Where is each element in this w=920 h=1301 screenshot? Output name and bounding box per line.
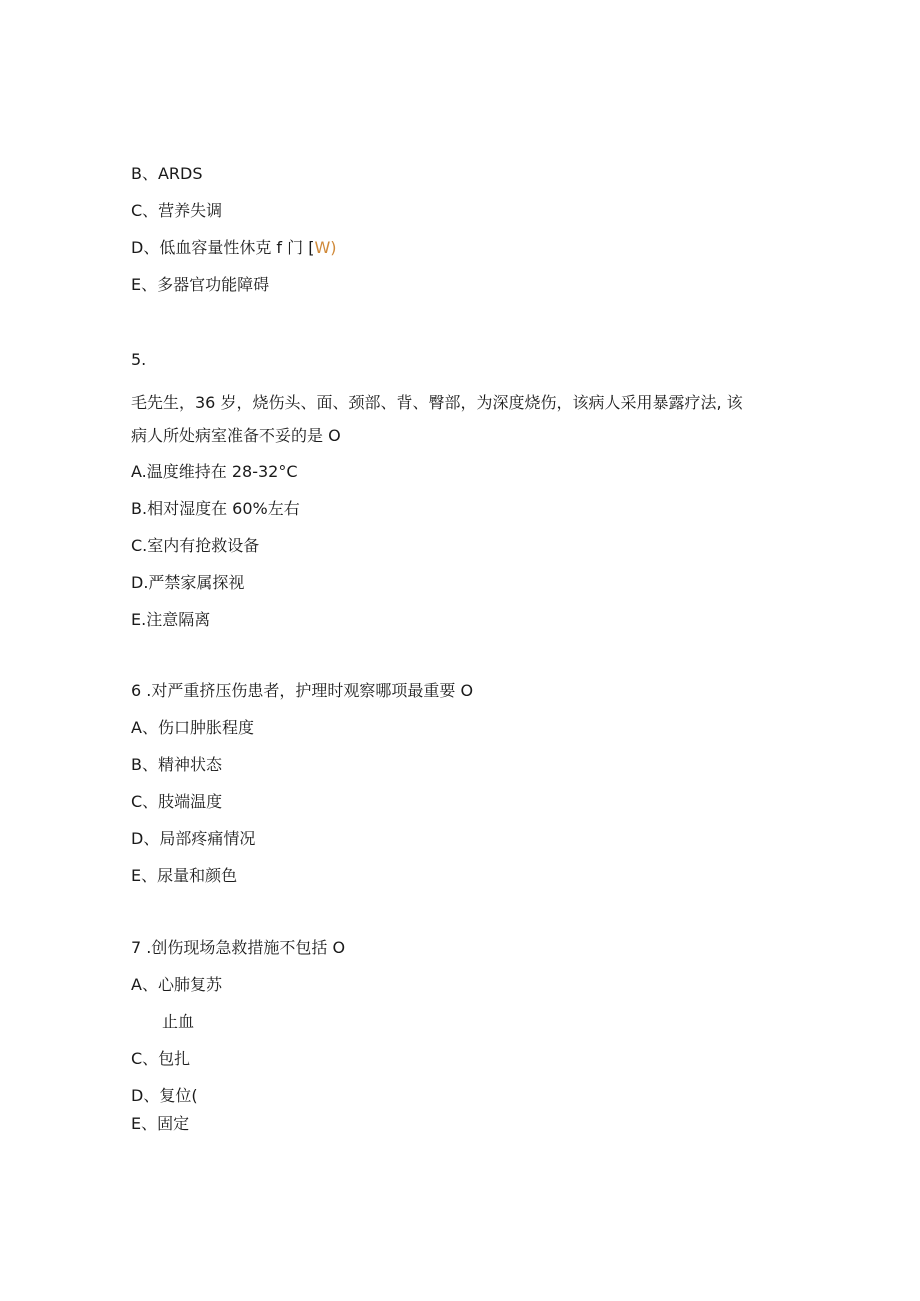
q5-option-b: B.相对湿度在 60%左右 [131, 499, 300, 518]
q5-stem-line2: 病人所处病室准备不妥的是 O [131, 426, 341, 445]
q4-option-e: E、多器官功能障碍 [131, 275, 270, 294]
q6-option-b: B、精神状态 [131, 755, 222, 774]
q7-option-e: E、固定 [131, 1114, 190, 1133]
q6-option-e: E、尿量和颜色 [131, 866, 238, 885]
q4-option-c: C、营养失调 [131, 201, 223, 220]
q5-number: 5. [131, 350, 147, 369]
q7-stem: 7 .创伤现场急救措施不包括 O [131, 938, 346, 957]
q4-option-b: B、ARDS [131, 164, 203, 183]
q6-option-d: D、局部疼痛情况 [131, 829, 256, 848]
q5-stem-line1: 毛先生，36 岁，烧伤头、面、颈部、背、臀部，为深度烧伤，该病人采用暴露疗法, 该 [131, 393, 743, 412]
q7-option-a: A、心肺复苏 [131, 975, 222, 994]
q5-option-c: C.室内有抢救设备 [131, 536, 260, 555]
q5-option-e: E.注意隔离 [131, 610, 211, 629]
q4-option-d [131, 238, 337, 258]
q4-option-d-mark: W) [314, 238, 337, 257]
q5-option-a: A.温度维持在 28-32°C [131, 462, 298, 481]
q7-option-c: C、包扎 [131, 1049, 191, 1068]
q6-option-a: A、伤口肿胀程度 [131, 718, 254, 737]
q7-option-b: 止血 [162, 1012, 195, 1031]
q6-stem: 6 .对严重挤压伤患者，护理时观察哪项最重要 O [131, 681, 474, 700]
q4-option-d-text: D、低血容量性休克 f 门 [ [131, 238, 315, 257]
q6-option-c: C、肢端温度 [131, 792, 223, 811]
q5-option-d: D.严禁家属探视 [131, 573, 245, 592]
q7-option-d: D、复位( [131, 1086, 198, 1105]
